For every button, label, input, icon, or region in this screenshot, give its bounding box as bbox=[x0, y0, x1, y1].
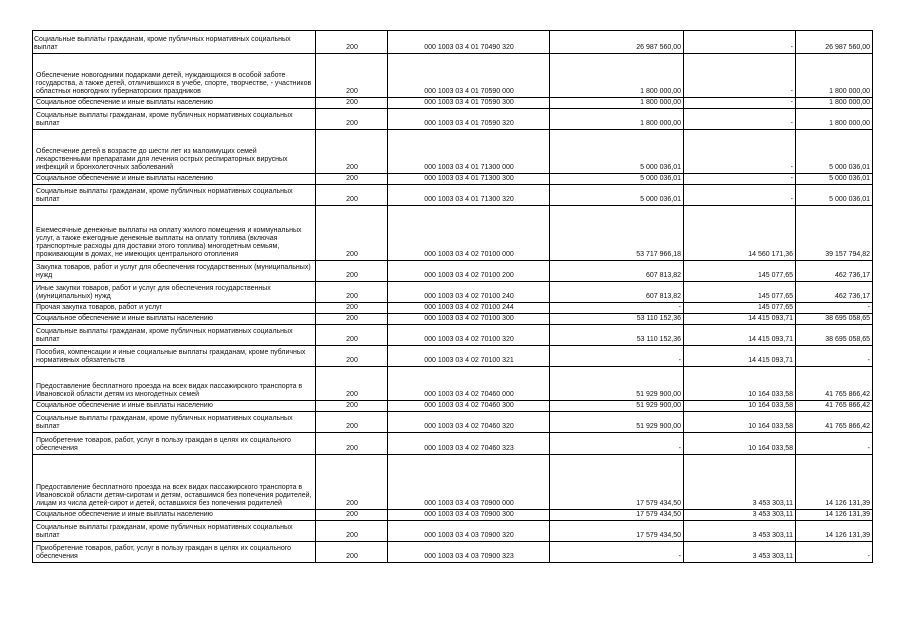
line-item-name: Прочая закупка товаров, работ и услуг bbox=[33, 303, 316, 314]
line-item-name: Социальные выплаты гражданам, кроме публичных нормативных социальных выплат bbox=[33, 412, 316, 433]
executed-amount: 10 164 033,58 bbox=[684, 433, 796, 455]
table-row bbox=[33, 130, 873, 174]
line-code: 200 bbox=[316, 542, 388, 563]
budget-classification-code: 000 1003 03 4 01 70590 000 bbox=[388, 54, 550, 98]
table-row bbox=[33, 412, 873, 433]
executed-amount: - bbox=[684, 54, 796, 98]
line-code: 200 bbox=[316, 174, 388, 185]
unexecuted-amount: 14 126 131,39 bbox=[796, 455, 873, 510]
table-row bbox=[33, 433, 873, 455]
approved-amount: 1 800 000,00 bbox=[550, 109, 684, 130]
budget-execution-sheet bbox=[32, 30, 872, 563]
line-code: 200 bbox=[316, 98, 388, 109]
approved-amount: - bbox=[550, 303, 684, 314]
unexecuted-amount: 462 736,17 bbox=[796, 261, 873, 282]
table-row bbox=[33, 185, 873, 206]
line-code: 200 bbox=[316, 31, 388, 54]
approved-amount: 51 929 900,00 bbox=[550, 367, 684, 401]
line-item-name: Пособия, компенсации и иные социальные выплаты гражданам, кроме публичных нормативных обязательств bbox=[33, 346, 316, 367]
line-item-name: Обеспечение новогодними подарками детей, нуждающихся в особой заботе государства, а также детей, отличившихся в учебе, спорте, творчестве, - участников областных новогодних губернаторских праздников bbox=[33, 54, 316, 98]
executed-amount: 3 453 303,11 bbox=[684, 542, 796, 563]
unexecuted-amount: 41 765 866,42 bbox=[796, 412, 873, 433]
budget-classification-code: 000 1003 03 4 01 70590 320 bbox=[388, 109, 550, 130]
approved-amount: 51 929 900,00 bbox=[550, 412, 684, 433]
line-item-name: Социальные выплаты гражданам, кроме публичных нормативных социальных выплат bbox=[33, 185, 316, 206]
line-item-name: Социальное обеспечение и иные выплаты населению bbox=[33, 314, 316, 325]
table-row bbox=[33, 510, 873, 521]
budget-classification-code: 000 1003 03 4 02 70100 321 bbox=[388, 346, 550, 367]
table-row bbox=[33, 367, 873, 401]
unexecuted-amount: 39 157 794,82 bbox=[796, 206, 873, 261]
line-code: 200 bbox=[316, 346, 388, 367]
table-row bbox=[33, 542, 873, 563]
line-item-name: Приобретение товаров, работ, услуг в пользу граждан в целях их социального обеспечения bbox=[33, 542, 316, 563]
table-row bbox=[33, 174, 873, 185]
table-row bbox=[33, 31, 873, 54]
budget-classification-code: 000 1003 03 4 02 70100 000 bbox=[388, 206, 550, 261]
line-item-name: Предоставление бесплатного проезда на всех видах пассажирского транспорта в Ивановской области детям-сиротам и детям, оставшимся без попечения родителей, лицам из числа детей-сирот и детей, оставшихся без попечения родителей bbox=[33, 455, 316, 510]
line-item-name: Социальные выплаты гражданам, кроме публичных нормативных социальных выплат bbox=[33, 31, 316, 54]
approved-amount: 1 800 000,00 bbox=[550, 54, 684, 98]
approved-amount: 607 813,82 bbox=[550, 261, 684, 282]
executed-amount: - bbox=[684, 98, 796, 109]
table-body bbox=[33, 31, 873, 563]
table-row bbox=[33, 206, 873, 261]
unexecuted-amount: - bbox=[796, 346, 873, 367]
approved-amount: 17 579 434,50 bbox=[550, 510, 684, 521]
executed-amount: - bbox=[684, 130, 796, 174]
budget-classification-code: 000 1003 03 4 03 70900 320 bbox=[388, 521, 550, 542]
line-item-name: Социальное обеспечение и иные выплаты населению bbox=[33, 174, 316, 185]
budget-table bbox=[32, 30, 873, 563]
budget-classification-code: 000 1003 03 4 02 70100 300 bbox=[388, 314, 550, 325]
approved-amount: - bbox=[550, 542, 684, 563]
budget-classification-code: 000 1003 03 4 01 70490 320 bbox=[388, 31, 550, 54]
executed-amount: - bbox=[684, 31, 796, 54]
executed-amount: 145 077,65 bbox=[684, 261, 796, 282]
line-item-name: Социальные выплаты гражданам, кроме публичных нормативных социальных выплат bbox=[33, 325, 316, 346]
line-item-name: Приобретение товаров, работ, услуг в пользу граждан в целях их социального обеспечения bbox=[33, 433, 316, 455]
unexecuted-amount: 5 000 036,01 bbox=[796, 130, 873, 174]
line-item-name: Социальное обеспечение и иные выплаты населению bbox=[33, 510, 316, 521]
line-code: 200 bbox=[316, 433, 388, 455]
executed-amount: 145 077,65 bbox=[684, 282, 796, 303]
executed-amount: 3 453 303,11 bbox=[684, 510, 796, 521]
approved-amount: 5 000 036,01 bbox=[550, 185, 684, 206]
line-item-name: Социальное обеспечение и иные выплаты населению bbox=[33, 401, 316, 412]
table-row bbox=[33, 109, 873, 130]
table-row bbox=[33, 455, 873, 510]
line-code: 200 bbox=[316, 510, 388, 521]
approved-amount: 17 579 434,50 bbox=[550, 455, 684, 510]
executed-amount: 10 164 033,58 bbox=[684, 367, 796, 401]
unexecuted-amount: 38 695 058,65 bbox=[796, 314, 873, 325]
line-item-name: Иные закупки товаров, работ и услуг для обеспечения государственных (муниципальных) нужд bbox=[33, 282, 316, 303]
unexecuted-amount: - bbox=[796, 433, 873, 455]
table-row bbox=[33, 325, 873, 346]
line-item-name: Социальное обеспечение и иные выплаты населению bbox=[33, 98, 316, 109]
executed-amount: 145 077,65 bbox=[684, 303, 796, 314]
line-code: 200 bbox=[316, 401, 388, 412]
approved-amount: 53 110 152,36 bbox=[550, 314, 684, 325]
unexecuted-amount: 1 800 000,00 bbox=[796, 98, 873, 109]
table-row bbox=[33, 314, 873, 325]
budget-classification-code: 000 1003 03 4 01 70590 300 bbox=[388, 98, 550, 109]
unexecuted-amount: - bbox=[796, 542, 873, 563]
unexecuted-amount: - bbox=[796, 303, 873, 314]
budget-classification-code: 000 1003 03 4 03 70900 000 bbox=[388, 455, 550, 510]
line-code: 200 bbox=[316, 303, 388, 314]
approved-amount: 607 813,82 bbox=[550, 282, 684, 303]
line-item-name: Обеспечение детей в возрасте до шести лет из малоимущих семей лекарственными препаратами для лечения острых респираторных вирусных инфекций и бронхолегочных заболеваний bbox=[33, 130, 316, 174]
line-item-name: Социальные выплаты гражданам, кроме публичных нормативных социальных выплат bbox=[33, 521, 316, 542]
line-code: 200 bbox=[316, 109, 388, 130]
line-code: 200 bbox=[316, 455, 388, 510]
approved-amount: - bbox=[550, 346, 684, 367]
approved-amount: 53 110 152,36 bbox=[550, 325, 684, 346]
approved-amount: 1 800 000,00 bbox=[550, 98, 684, 109]
line-code: 200 bbox=[316, 521, 388, 542]
executed-amount: 14 415 093,71 bbox=[684, 346, 796, 367]
budget-classification-code: 000 1003 03 4 01 71300 000 bbox=[388, 130, 550, 174]
executed-amount: - bbox=[684, 109, 796, 130]
line-code: 200 bbox=[316, 367, 388, 401]
table-row bbox=[33, 521, 873, 542]
line-code: 200 bbox=[316, 314, 388, 325]
unexecuted-amount: 5 000 036,01 bbox=[796, 185, 873, 206]
line-code: 200 bbox=[316, 185, 388, 206]
budget-classification-code: 000 1003 03 4 02 70100 240 bbox=[388, 282, 550, 303]
budget-classification-code: 000 1003 03 4 03 70900 323 bbox=[388, 542, 550, 563]
executed-amount: 14 415 093,71 bbox=[684, 314, 796, 325]
unexecuted-amount: 1 800 000,00 bbox=[796, 54, 873, 98]
line-code: 200 bbox=[316, 54, 388, 98]
unexecuted-amount: 1 800 000,00 bbox=[796, 109, 873, 130]
budget-classification-code: 000 1003 03 4 03 70900 300 bbox=[388, 510, 550, 521]
line-item-name: Ежемесячные денежные выплаты на оплату жилого помещения и коммунальных услуг, а также ежегодные денежные выплаты на оплату топлива (включая транспортные расходы для доставки этого топлива) многодетным семьям, проживающим в домах, не имеющих центрального отопления bbox=[33, 206, 316, 261]
line-code: 200 bbox=[316, 325, 388, 346]
unexecuted-amount: 38 695 058,65 bbox=[796, 325, 873, 346]
executed-amount: 3 453 303,11 bbox=[684, 521, 796, 542]
unexecuted-amount: 41 765 866,42 bbox=[796, 401, 873, 412]
unexecuted-amount: 41 765 866,42 bbox=[796, 367, 873, 401]
budget-classification-code: 000 1003 03 4 01 71300 300 bbox=[388, 174, 550, 185]
line-code: 200 bbox=[316, 206, 388, 261]
unexecuted-amount: 5 000 036,01 bbox=[796, 174, 873, 185]
approved-amount: 5 000 036,01 bbox=[550, 174, 684, 185]
executed-amount: 14 560 171,36 bbox=[684, 206, 796, 261]
unexecuted-amount: 14 126 131,39 bbox=[796, 510, 873, 521]
budget-classification-code: 000 1003 03 4 02 70100 320 bbox=[388, 325, 550, 346]
budget-classification-code: 000 1003 03 4 02 70460 320 bbox=[388, 412, 550, 433]
budget-classification-code: 000 1003 03 4 02 70100 200 bbox=[388, 261, 550, 282]
table-row bbox=[33, 303, 873, 314]
executed-amount: - bbox=[684, 174, 796, 185]
executed-amount: 10 164 033,58 bbox=[684, 401, 796, 412]
line-code: 200 bbox=[316, 130, 388, 174]
executed-amount: 3 453 303,11 bbox=[684, 455, 796, 510]
table-row bbox=[33, 98, 873, 109]
executed-amount: 14 415 093,71 bbox=[684, 325, 796, 346]
approved-amount: 5 000 036,01 bbox=[550, 130, 684, 174]
approved-amount: 51 929 900,00 bbox=[550, 401, 684, 412]
approved-amount: 26 987 560,00 bbox=[550, 31, 684, 54]
budget-classification-code: 000 1003 03 4 02 70460 300 bbox=[388, 401, 550, 412]
budget-classification-code: 000 1003 03 4 02 70460 323 bbox=[388, 433, 550, 455]
unexecuted-amount: 462 736,17 bbox=[796, 282, 873, 303]
line-item-name: Социальные выплаты гражданам, кроме публичных нормативных социальных выплат bbox=[33, 109, 316, 130]
table-row bbox=[33, 282, 873, 303]
executed-amount: 10 164 033,58 bbox=[684, 412, 796, 433]
line-item-name: Предоставление бесплатного проезда на всех видах пассажирского транспорта в Ивановской области детям из многодетных семей bbox=[33, 367, 316, 401]
table-row bbox=[33, 346, 873, 367]
table-row bbox=[33, 54, 873, 98]
line-item-name: Закупка товаров, работ и услуг для обеспечения государственных (муниципальных) нужд bbox=[33, 261, 316, 282]
budget-classification-code: 000 1003 03 4 02 70460 000 bbox=[388, 367, 550, 401]
executed-amount: - bbox=[684, 185, 796, 206]
line-code: 200 bbox=[316, 261, 388, 282]
approved-amount: 53 717 966,18 bbox=[550, 206, 684, 261]
approved-amount: - bbox=[550, 433, 684, 455]
unexecuted-amount: 26 987 560,00 bbox=[796, 31, 873, 54]
line-code: 200 bbox=[316, 412, 388, 433]
budget-classification-code: 000 1003 03 4 01 71300 320 bbox=[388, 185, 550, 206]
table-row bbox=[33, 261, 873, 282]
budget-classification-code: 000 1003 03 4 02 70100 244 bbox=[388, 303, 550, 314]
table-row bbox=[33, 401, 873, 412]
approved-amount: 17 579 434,50 bbox=[550, 521, 684, 542]
unexecuted-amount: 14 126 131,39 bbox=[796, 521, 873, 542]
line-code: 200 bbox=[316, 282, 388, 303]
